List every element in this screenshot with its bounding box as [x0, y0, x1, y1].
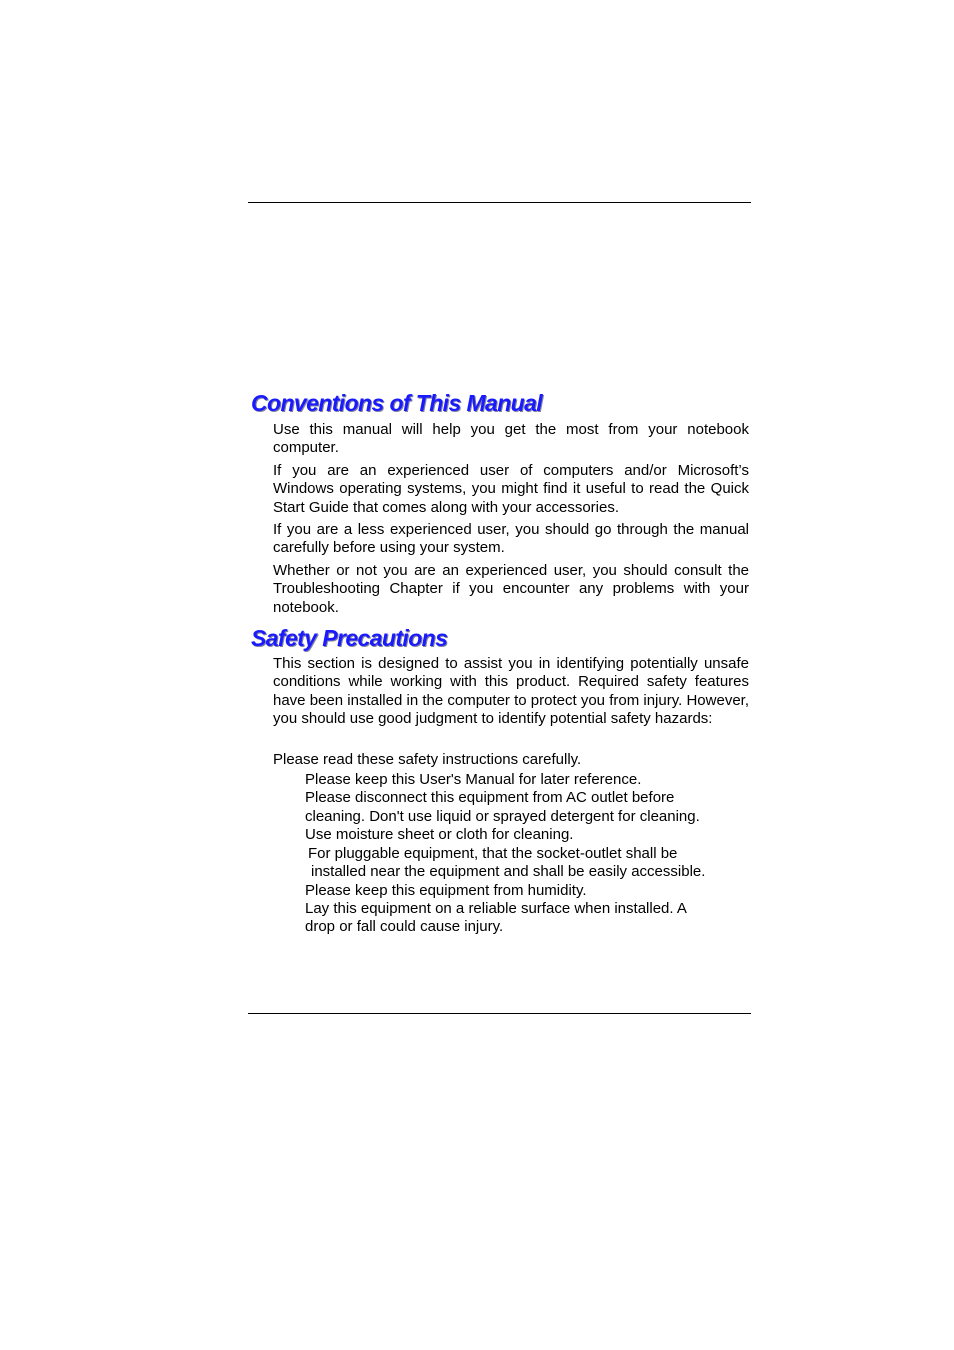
list-item-continuation: installed near the equipment and shall be easily accessible.: [311, 863, 706, 880]
list-item: Lay this equipment on a reliable surface when installed. A: [305, 900, 687, 917]
section-heading-conventions: Conventions of This Manual: [251, 390, 543, 416]
section-heading-safety: Safety Precautions: [251, 625, 448, 651]
paragraph-usage: Use this manual will help you get the most from your notebook computer.: [273, 421, 749, 457]
paragraph-safety-lead: Please read these safety instructions carefully.: [273, 751, 582, 768]
top-rule: [248, 202, 751, 203]
paragraph-less-experienced-user: If you are a less experienced user, you should go through the manual carefully before using your system.: [273, 521, 749, 557]
paragraph-safety-intro: This section is designed to assist you in identifying potentially unsafe conditions while working with this product. Required safety features have been installed in the computer to protect you from injury. However, you should use good judgment to identify potential safety hazards:: [273, 655, 749, 728]
list-item: For pluggable equipment, that the socket-outlet shall be: [308, 845, 678, 862]
paragraph-experienced-user: If you are an experienced user of computers and/or Microsoft’s Windows operating systems, you might find it useful to read the Quick Start Guide that comes along with your accessories.: [273, 462, 749, 516]
list-item: Please keep this User's Manual for later reference.: [305, 771, 642, 788]
bottom-rule: [248, 1013, 751, 1014]
list-item-continuation: cleaning. Don't use liquid or sprayed detergent for cleaning.: [305, 808, 700, 825]
list-item: Please keep this equipment from humidity.: [305, 882, 587, 899]
paragraph-troubleshooting: Whether or not you are an experienced user, you should consult the Troubleshooting Chapter if you encounter any problems with your notebook.: [273, 562, 749, 616]
list-item-continuation: drop or fall could cause injury.: [305, 918, 504, 935]
list-item: Use moisture sheet or cloth for cleaning.: [305, 826, 574, 843]
list-item: Please disconnect this equipment from AC outlet before: [305, 789, 675, 806]
